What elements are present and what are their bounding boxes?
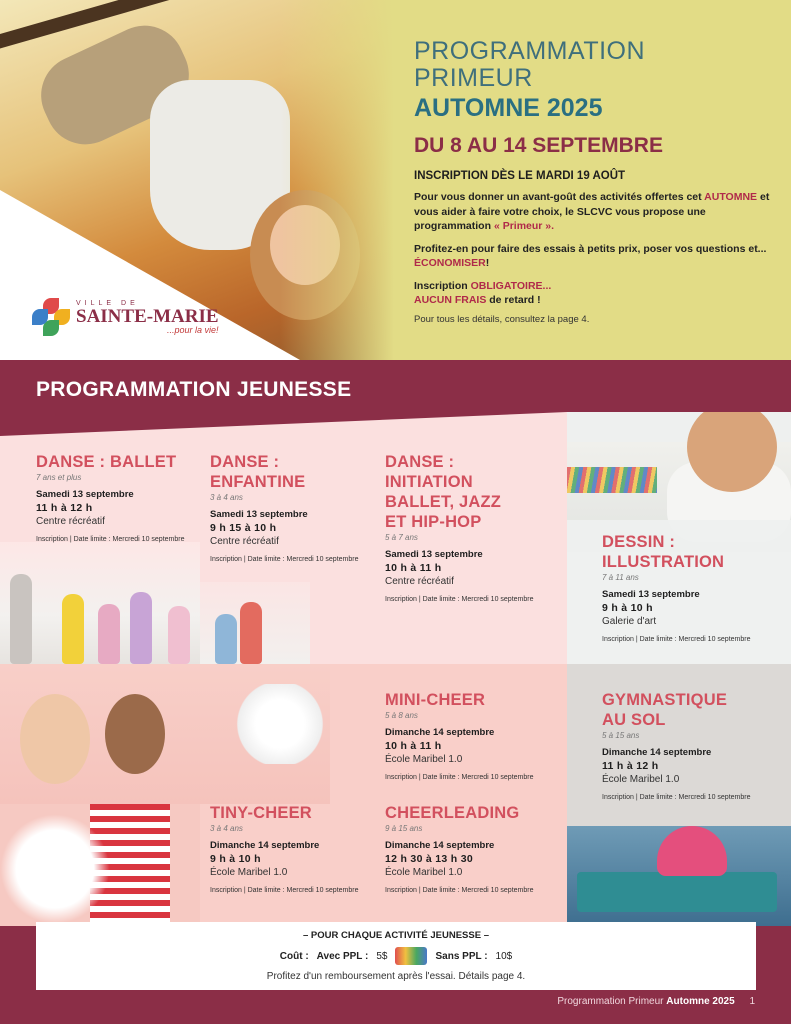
activity-title: CHEERLEADING (385, 804, 520, 822)
activity-time: 9 h à 10 h (602, 602, 653, 614)
activity-time: 9 h 15 à 10 h (210, 522, 277, 534)
activity-date: Dimanche 14 septembre (210, 840, 320, 851)
activity-gymnastique (602, 690, 751, 801)
activity-title: GYMNASTIQUE AU SOL (602, 691, 728, 729)
activity-time: 12 h 30 à 13 h 30 (385, 853, 473, 865)
activity-place: Centre récréatif (210, 536, 279, 547)
hero-note: Pour tous les détails, consultez la page 4. (414, 313, 590, 325)
logo-small-text: VILLE DE (76, 299, 139, 307)
activity-date: Samedi 13 septembre (385, 549, 483, 560)
logo-name: SAINTE-MARIE (76, 305, 219, 327)
hero-text (414, 38, 774, 325)
activity-initiation (385, 452, 534, 603)
activity-date: Dimanche 14 septembre (385, 840, 495, 851)
dance-photo-2 (200, 582, 310, 664)
activity-place: Galerie d'art (602, 616, 657, 627)
activity-place: École Maribel 1.0 (385, 867, 463, 878)
cost-with-label: Avec PPL : (316, 950, 369, 962)
cheer-photo (0, 664, 330, 804)
activity-deadline: Inscription | Date limite : Mercredi 10 septembre (385, 887, 534, 894)
flower-logo-icon (32, 298, 70, 336)
activity-place: Centre récréatif (385, 576, 454, 587)
activity-deadline: Inscription | Date limite : Mercredi 10 septembre (36, 536, 185, 543)
activity-title: TINY-CHEER (210, 804, 312, 822)
footer-bold: Automne 2025 (666, 996, 735, 1007)
ppl-card-icon (395, 947, 427, 965)
activity-cheerleading (385, 803, 534, 894)
activity-date: Samedi 13 septembre (36, 489, 134, 500)
activity-age: 5 à 7 ans (385, 533, 418, 542)
hero-title-line2: PRIMEUR (414, 64, 533, 92)
activity-enfantine (210, 452, 359, 563)
activity-age: 5 à 8 ans (385, 711, 418, 720)
activity-age: 9 à 15 ans (385, 824, 423, 833)
pompom-icon (235, 684, 325, 764)
activity-minicheer (385, 690, 534, 781)
hero-paragraph-1: Pour vous donner un avant-goût des activités offertes cet AUTOMNE et vous aider à faire votre choix, le SLCVC vous propose une programmation « Primeur ». (414, 191, 770, 232)
activity-time: 10 h à 11 h (385, 562, 442, 574)
hero-paragraph-2: Profitez-en pour faire des essais à petits prix, poser vos questions et... ÉCONOMISER! (414, 242, 767, 269)
activity-age: 7 ans et plus (36, 473, 82, 482)
activity-dessin (602, 532, 751, 643)
activity-place: École Maribel 1.0 (385, 754, 463, 765)
activity-place: École Maribel 1.0 (210, 867, 288, 878)
activity-time: 11 h à 12 h (36, 502, 93, 514)
hero-dates: DU 8 AU 14 SEPTEMBRE (414, 134, 663, 157)
activity-time: 11 h à 12 h (602, 760, 659, 772)
activity-deadline: Inscription | Date limite : Mercredi 10 septembre (602, 794, 751, 801)
pencils-icon (567, 467, 657, 493)
hero-season: AUTOMNE 2025 (414, 94, 603, 122)
activity-date: Samedi 13 septembre (602, 589, 700, 600)
activity-age: 3 à 4 ans (210, 493, 243, 502)
activity-tinycheer (210, 803, 359, 894)
activity-title: DANSE : ENFANTINE (210, 453, 306, 491)
activity-title: DESSIN : ILLUSTRATION (602, 533, 725, 571)
section-title: PROGRAMMATION JEUNESSE (36, 378, 352, 401)
city-logo (32, 298, 219, 336)
cost-row (36, 947, 756, 965)
hero-paragraph-3: Inscription OBLIGATOIRE... AUCUN FRAIS de retard ! (414, 279, 552, 306)
activity-date: Dimanche 14 septembre (385, 727, 495, 738)
footer-text: Programmation Primeur (557, 996, 664, 1007)
cost-label: Coût : (279, 950, 309, 962)
page-number: 1 (749, 996, 755, 1007)
dance-photo (0, 542, 200, 664)
activity-date: Dimanche 14 septembre (602, 747, 712, 758)
activity-deadline: Inscription | Date limite : Mercredi 10 septembre (210, 556, 359, 563)
activity-title: DANSE : BALLET (36, 453, 177, 471)
activity-deadline: Inscription | Date limite : Mercredi 10 septembre (602, 636, 751, 643)
activity-age: 3 à 4 ans (210, 824, 243, 833)
hero-title-line1: PROGRAMMATION (414, 37, 646, 65)
logo-tagline: ...pour la vie! (167, 324, 219, 335)
activity-place: École Maribel 1.0 (602, 774, 680, 785)
activity-place: Centre récréatif (36, 516, 105, 527)
activity-deadline: Inscription | Date limite : Mercredi 10 septembre (385, 596, 534, 603)
hero-section (0, 0, 791, 360)
activity-title: MINI-CHEER (385, 691, 486, 709)
cheer-photo-lower (0, 804, 200, 926)
activity-deadline: Inscription | Date limite : Mercredi 10 septembre (210, 887, 359, 894)
page-footer (557, 996, 755, 1007)
activity-deadline: Inscription | Date limite : Mercredi 10 septembre (385, 774, 534, 781)
activity-time: 10 h à 11 h (385, 740, 442, 752)
cost-with-value: 5$ (376, 950, 388, 962)
activity-title: DANSE : INITIATION BALLET, JAZZ ET HIP-HOP (385, 453, 502, 531)
cost-box (36, 922, 756, 990)
cost-without-value: 10$ (495, 950, 513, 962)
cost-heading: – POUR CHAQUE ACTIVITÉ JEUNESSE – (303, 930, 489, 941)
activity-age: 5 à 15 ans (602, 731, 640, 740)
hero-inscription: INSCRIPTION DÈS LE MARDI 19 AOÛT (414, 170, 626, 182)
activity-time: 9 h à 10 h (210, 853, 261, 865)
cost-note: Profitez d'un remboursement après l'essai. Détails page 4. (266, 971, 526, 982)
activity-age: 7 à 11 ans (602, 573, 639, 582)
activity-date: Samedi 13 septembre (210, 509, 308, 520)
activity-ballet (36, 452, 185, 543)
cost-without-label: Sans PPL : (435, 950, 488, 962)
